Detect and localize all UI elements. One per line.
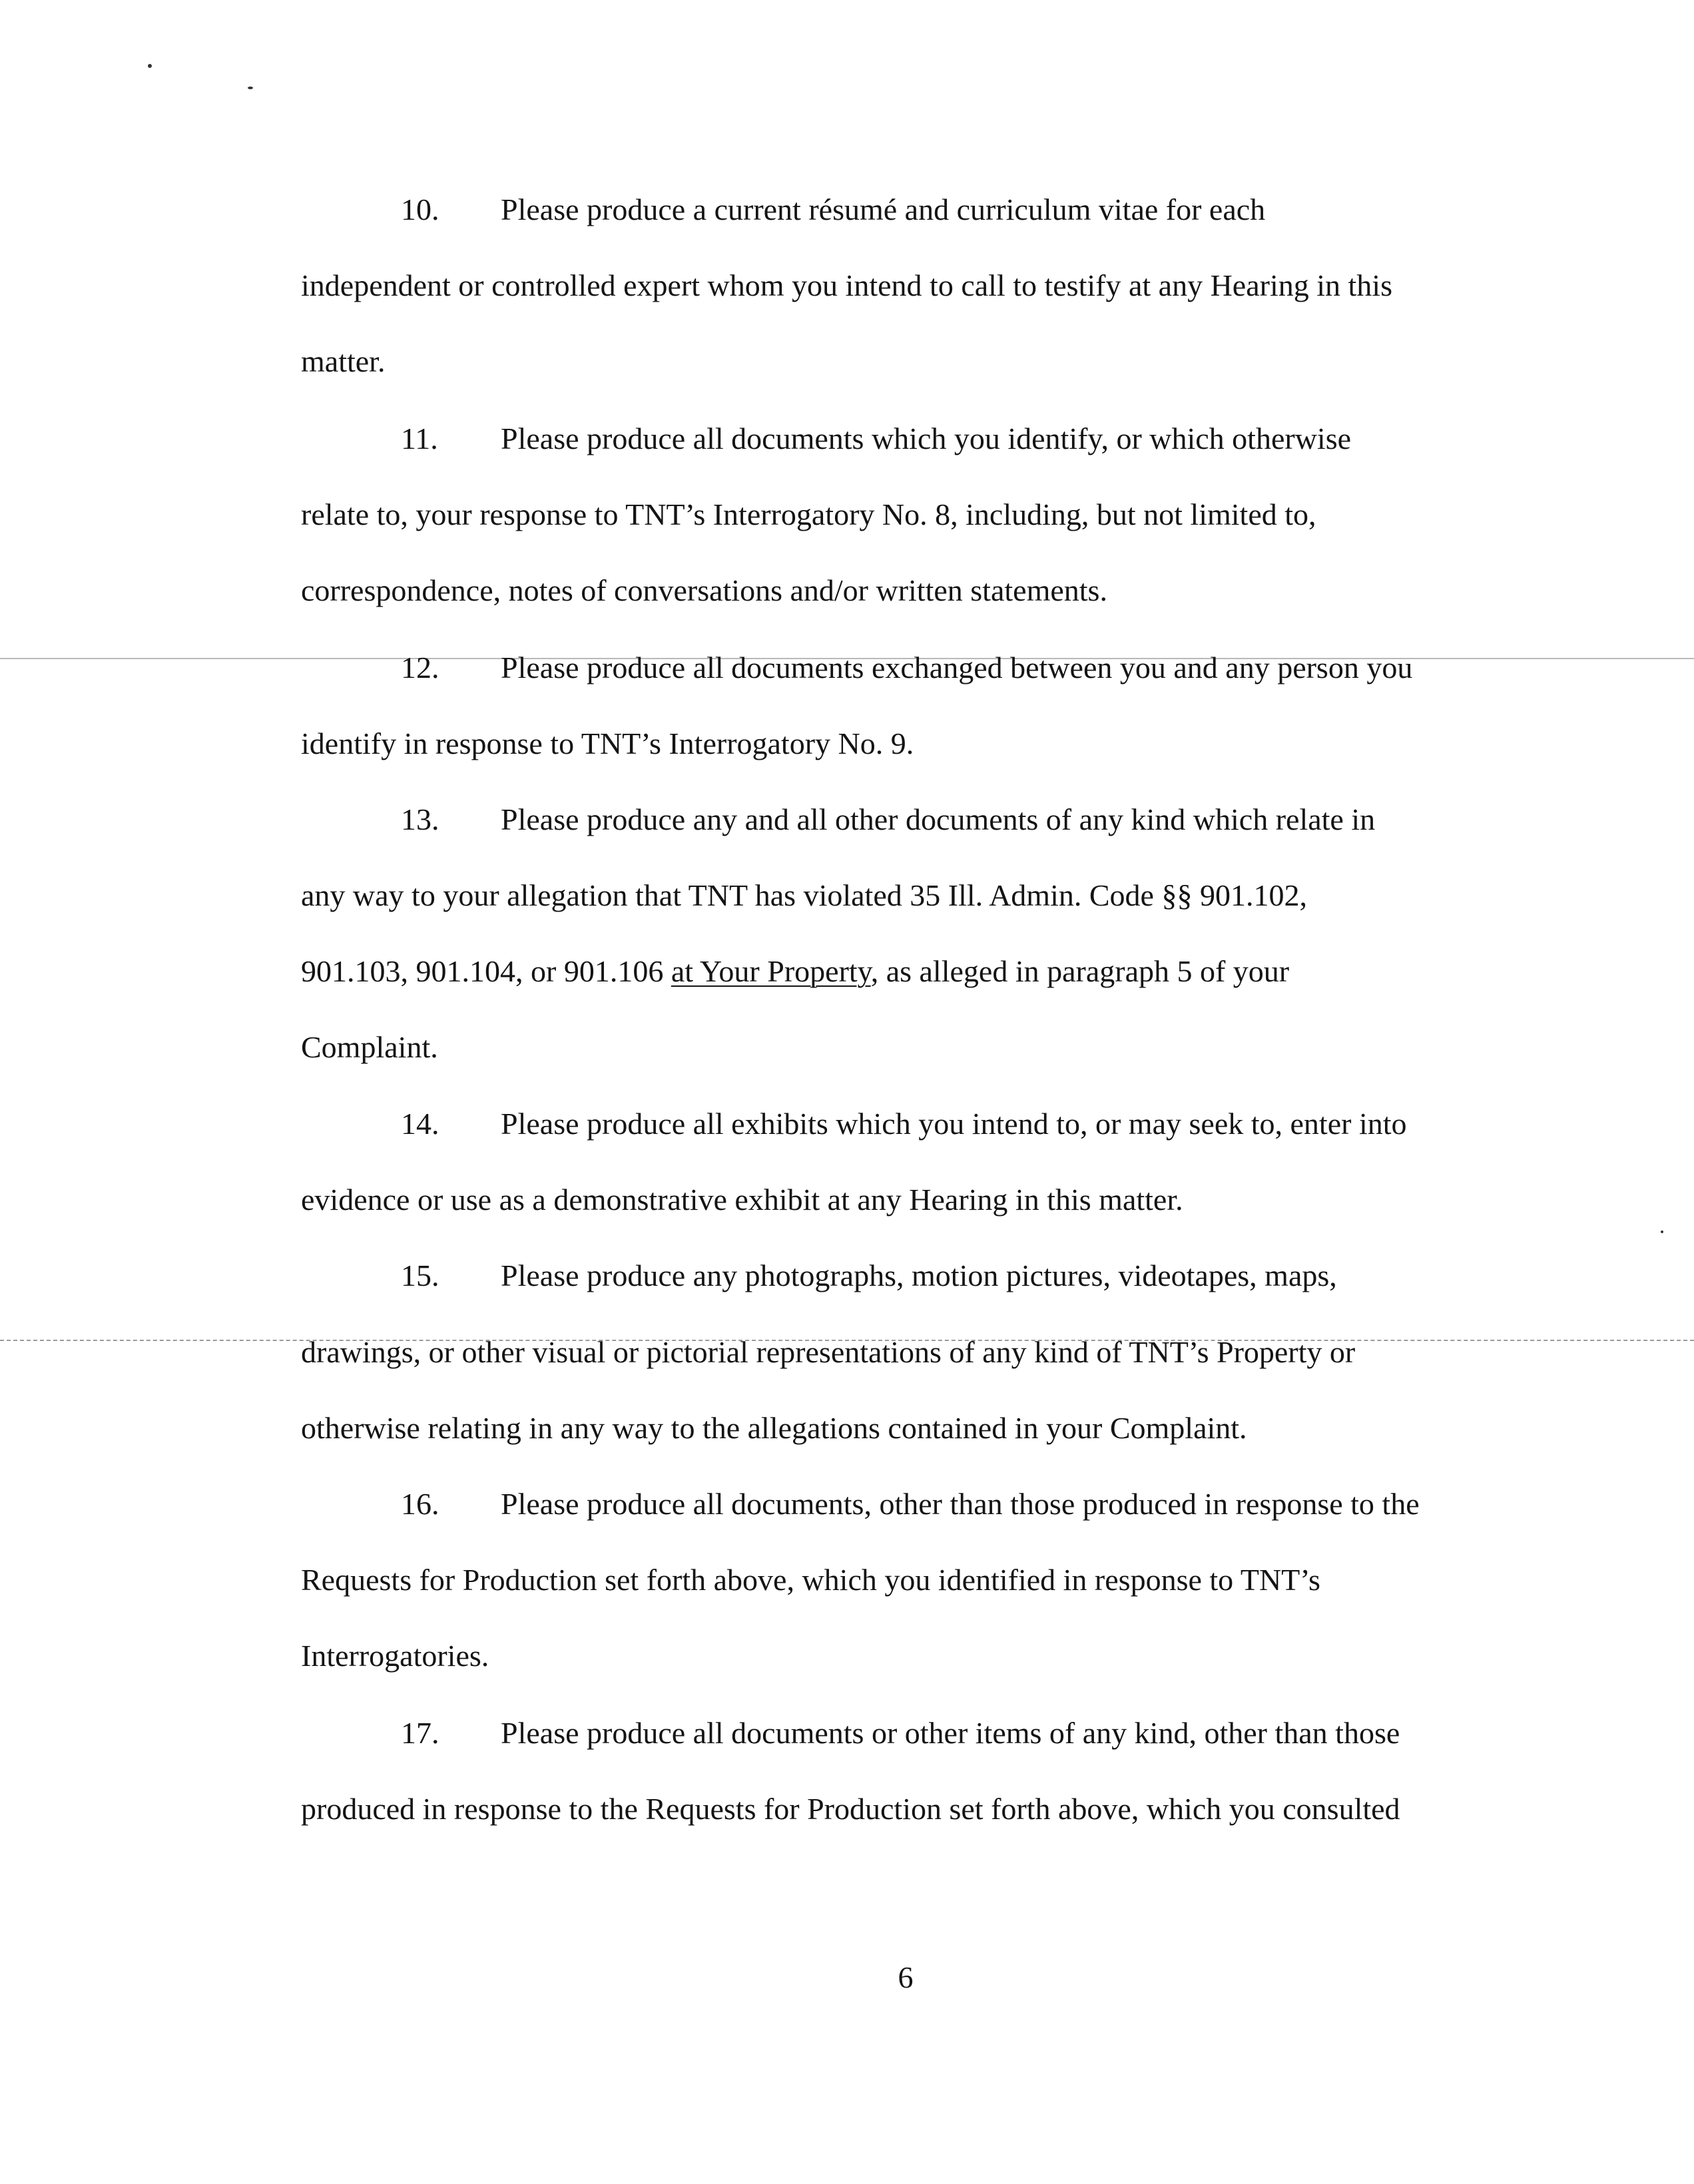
paragraph-10-line: independent or controlled expert whom you intend to call to testify at any Hearing in this [301, 268, 1392, 302]
paragraph-number: 12. [401, 651, 439, 684]
paragraph-13-first-line [401, 793, 1375, 846]
paragraph-text: Please produce any and all other documents of any kind which relate in [501, 802, 1376, 836]
paragraph-text: Please produce a current résumé and curriculum vitae for each [501, 192, 1266, 226]
paragraph-15-line: otherwise relating in any way to the allegations contained in your Complaint. [301, 1411, 1247, 1445]
paragraph-13-line: Complaint. [301, 1030, 438, 1064]
paragraph-15-line: drawings, or other visual or pictorial representations of any kind of TNT’s Property or [301, 1335, 1356, 1369]
paragraph-11-first-line [401, 412, 1351, 465]
paragraph-14-line: evidence or use as a demonstrative exhibit at any Hearing in this matter. [301, 1183, 1183, 1217]
scan-speck [1661, 1230, 1663, 1233]
paragraph-number: 17. [401, 1716, 439, 1750]
paragraph-number: 15. [401, 1258, 439, 1292]
paragraph-16-first-line [401, 1478, 1420, 1531]
paragraph-12-first-line [401, 641, 1412, 694]
paragraph-13-line: any way to your allegation that TNT has violated 35 Ill. Admin. Code §§ 901.102, [301, 878, 1307, 912]
paragraph-text: Please produce all documents, other than those produced in response to the [501, 1487, 1420, 1521]
paragraph-10-first-line [401, 183, 1265, 236]
paragraph-13-line [301, 945, 1289, 998]
paragraph-12-line: identify in response to TNT’s Interrogatory No. 9. [301, 726, 914, 760]
paragraph-text: , as alleged in paragraph 5 of your [870, 954, 1290, 988]
scan-speck [148, 64, 152, 68]
paragraph-text: 901.103, 901.104, or 901.106 [301, 954, 671, 988]
paragraph-text: Please produce all documents or other items of any kind, other than those [501, 1716, 1400, 1750]
paragraph-17-first-line [401, 1707, 1400, 1760]
underlined-phrase: at Your Property [671, 954, 871, 988]
paragraph-text: Please produce all documents exchanged between you and any person you [501, 651, 1413, 684]
page-number: 6 [898, 1960, 914, 1994]
paragraph-14-first-line [401, 1097, 1407, 1151]
scan-speck [248, 87, 253, 89]
paragraph-17-line: produced in response to the Requests for Production set forth above, which you consulted [301, 1792, 1400, 1826]
paragraph-15-first-line [401, 1249, 1337, 1302]
paragraph-number: 13. [401, 802, 439, 836]
paragraph-16-line: Interrogatories. [301, 1639, 489, 1673]
paragraph-text: Please produce any photographs, motion pictures, videotapes, maps, [501, 1258, 1337, 1292]
paragraph-11-line: correspondence, notes of conversations and/or written statements. [301, 573, 1107, 607]
paragraph-11-line: relate to, your response to TNT’s Interrogatory No. 8, including, but not limited to, [301, 497, 1316, 531]
paragraph-number: 11. [401, 421, 438, 455]
paragraph-10-line: matter. [301, 344, 386, 378]
paragraph-number: 14. [401, 1107, 439, 1141]
paragraph-text: Please produce all exhibits which you intend to, or may seek to, enter into [501, 1107, 1407, 1141]
paragraph-16-line: Requests for Production set forth above, which you identified in response to TNT’s [301, 1563, 1320, 1597]
paragraph-number: 10. [401, 192, 439, 226]
paragraph-number: 16. [401, 1487, 439, 1521]
paragraph-text: Please produce all documents which you identify, or which otherwise [501, 421, 1352, 455]
